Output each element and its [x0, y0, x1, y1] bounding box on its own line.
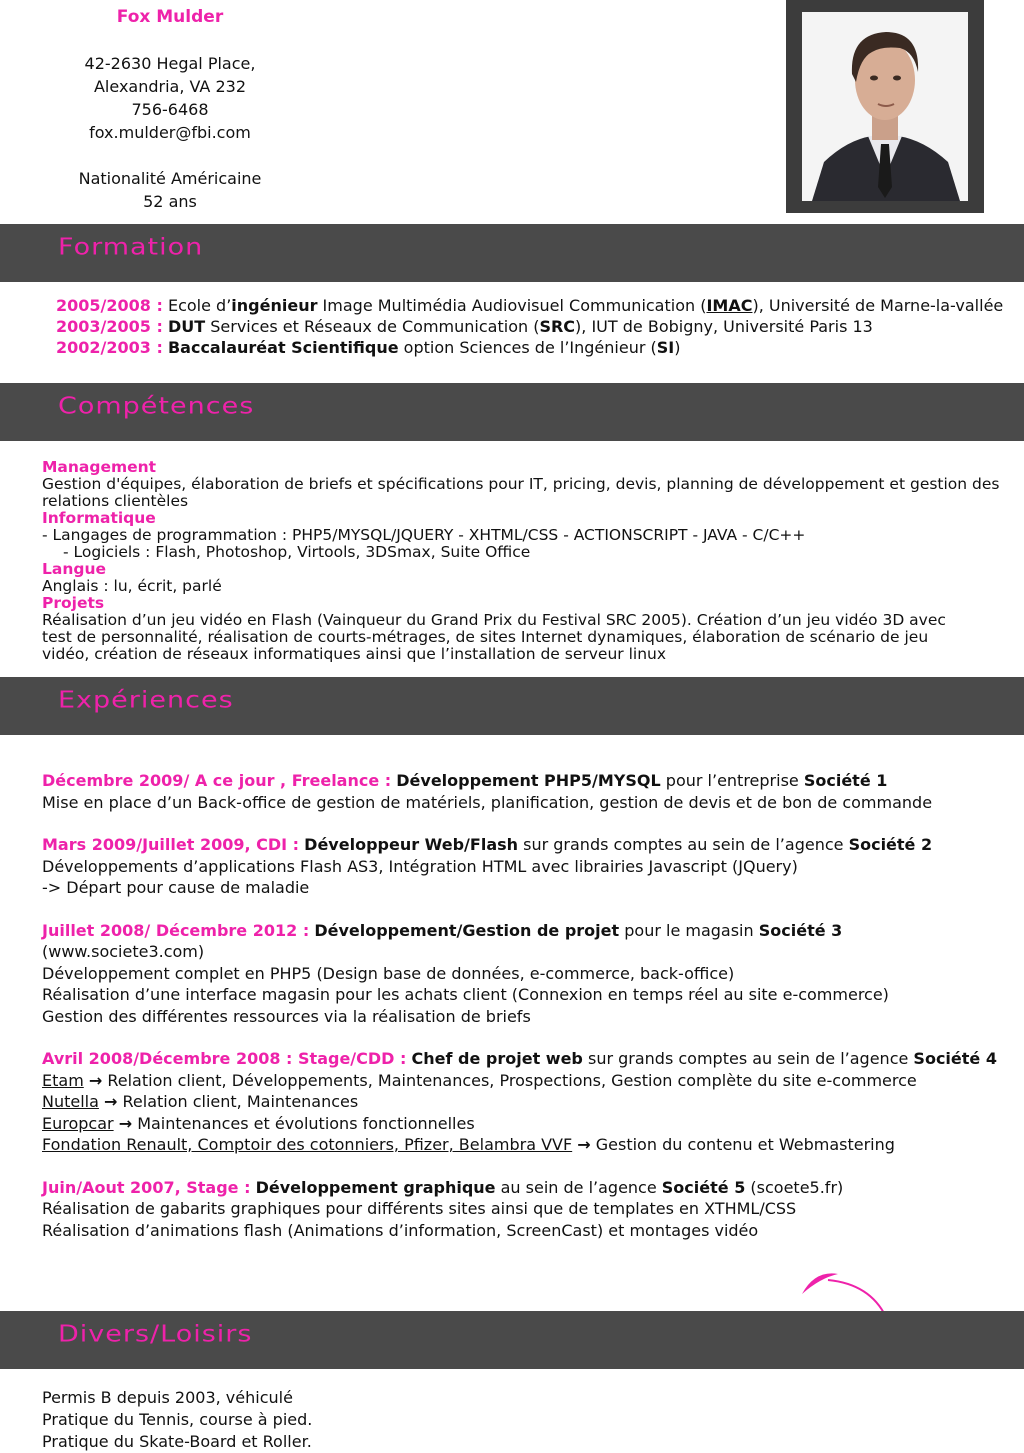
skill-title-informatique: Informatique — [42, 509, 156, 527]
job-dates: Mars 2009/Juillet 2009, CDI : — [42, 835, 300, 854]
job-role: Chef de projet web — [411, 1049, 583, 1068]
job-entry-3 — [42, 920, 1017, 1028]
client-name: Europcar — [42, 1113, 114, 1133]
formation-acronym: SRC — [539, 317, 576, 336]
portrait-photo — [786, 0, 984, 213]
address-line-1: 42-2630 Hegal Place, — [84, 54, 256, 73]
formation-text: Ecole d’ — [162, 296, 232, 315]
client-name: Nutella — [42, 1092, 99, 1111]
job-role: Développement/Gestion de projet — [314, 920, 620, 940]
formation-list — [56, 295, 1024, 358]
job-text: pour l’entreprise — [660, 771, 804, 790]
job-role: Développeur Web/Flash — [304, 835, 519, 854]
section-title-competences: Compétences — [58, 393, 255, 420]
job-detail: Réalisation d’animations flash (Animations d’information, ScreenCast) et montages vidéo — [42, 1220, 759, 1240]
formation-text: option Sciences de l’Ingénieur ( — [398, 338, 657, 357]
job-website: (www.societe3.com) — [42, 942, 205, 961]
formation-item — [56, 337, 1024, 358]
job-text: (scoete5.fr) — [745, 1177, 844, 1197]
experiences-list — [42, 770, 1017, 1262]
section-title-divers: Divers/Loisirs — [58, 1321, 253, 1348]
job-text: pour le magasin — [619, 920, 759, 940]
contact-header — [0, 0, 340, 213]
skill-title-langue: Langue — [42, 560, 107, 578]
email: fox.mulder@fbi.com — [89, 123, 251, 142]
client-line — [42, 1070, 1017, 1092]
job-role: Développement PHP5/MYSQL — [396, 771, 661, 790]
formation-acronym: SI — [656, 338, 675, 357]
job-detail: Mise en place d’un Back-office de gestion de matériels, planification, gestion de devis et de bon de commande — [42, 792, 933, 812]
job-dates: Avril 2008/Décembre 2008 : Stage/CDD : — [42, 1049, 407, 1068]
formation-dates: 2003/2005 : — [56, 317, 163, 336]
formation-acronym: IMAC — [706, 296, 753, 315]
job-dates: Juin/Aout 2007, Stage : — [42, 1177, 251, 1197]
skill-text-management: Gestion d'équipes, élaboration de briefs et spécifications pour IT, pricing, devis, planning de développement et gestion des relations clientèles — [42, 475, 1000, 510]
arrow-right-icon: → — [577, 1135, 591, 1154]
formation-dates: 2002/2003 : — [56, 338, 163, 357]
hobby-item: Pratique du Tennis, course à pied. — [42, 1410, 313, 1429]
client-text: Relation client, Développements, Maintenances, Prospections, Gestion complète du site e-commerce — [102, 1070, 917, 1090]
job-text: sur grands comptes au sein de l’agence — [582, 1049, 914, 1068]
formation-degree: ingénieur — [231, 296, 318, 315]
job-entry-5 — [42, 1177, 1017, 1242]
formation-item — [56, 316, 1024, 337]
formation-dates: 2005/2008 : — [56, 296, 163, 315]
job-dates: Juillet 2008/ Décembre 2012 : — [42, 920, 310, 940]
address-line-2: Alexandria, VA 232 — [93, 77, 246, 96]
skill-title-management: Management — [42, 458, 157, 476]
job-dates: Décembre 2009/ A ce jour , Freelance : — [42, 771, 392, 790]
job-text: sur grands comptes au sein de l’agence — [518, 835, 849, 854]
job-company: Société 5 — [661, 1177, 746, 1197]
job-company: Société 1 — [803, 771, 888, 790]
job-entry-1 — [42, 770, 1017, 813]
competences-list — [42, 459, 1017, 663]
formation-text: ), Université de Marne-la-vallée — [752, 296, 1004, 315]
nationality: Nationalité Américaine — [78, 169, 262, 188]
formation-text: ), IUT de Bobigny, Université Paris 13 — [575, 317, 873, 336]
formation-text: Image Multimédia Audiovisuel Communication ( — [317, 296, 707, 315]
arrow-right-icon: → — [104, 1092, 118, 1111]
formation-text: ) — [674, 338, 681, 357]
hobby-item: Pratique du Skate-Board et Roller. — [42, 1432, 312, 1451]
client-name: Etam — [42, 1070, 84, 1090]
skill-text-languages: - Langages de programmation : PHP5/MYSQL/JQUERY - XHTML/CSS - ACTIONSCRIPT - JAVA - C/C++ — [42, 526, 806, 544]
section-band-formation — [0, 224, 1024, 282]
client-text: Maintenances et évolutions fonctionnelles — [132, 1113, 475, 1133]
phone: 756-6468 — [131, 100, 209, 119]
job-company: Société 2 — [848, 835, 933, 854]
section-band-competences — [0, 383, 1024, 441]
job-text: au sein de l’agence — [495, 1177, 662, 1197]
formation-degree: DUT — [167, 317, 206, 336]
formation-text: Services et Réseaux de Communication ( — [205, 317, 540, 336]
arrow-right-icon: → — [88, 1070, 103, 1090]
job-detail: Développements d’applications Flash AS3, Intégration HTML avec librairies Javascript (JQuery) — [42, 856, 798, 876]
client-line — [42, 1113, 1017, 1135]
job-role: Développement graphique — [255, 1177, 496, 1197]
job-company: Société 3 — [758, 920, 843, 940]
portrait-illustration — [802, 12, 968, 201]
hobby-item: Permis B depuis 2003, véhiculé — [42, 1388, 293, 1407]
skill-title-projets: Projets — [42, 594, 105, 612]
formation-item — [56, 295, 1024, 316]
skill-text-langue: Anglais : lu, écrit, parlé — [42, 577, 222, 595]
job-detail: -> Départ pour cause de maladie — [42, 878, 310, 897]
person-name: Fox Mulder — [116, 7, 224, 27]
divers-list — [42, 1387, 1017, 1453]
job-detail: Développement complet en PHP5 (Design base de données, e-commerce, back-office) — [42, 963, 735, 983]
skill-text-software: - Logiciels : Flash, Photoshop, Virtools, 3DSmax, Suite Office — [63, 543, 531, 561]
job-company: Société 4 — [913, 1049, 997, 1068]
age: 52 ans — [143, 192, 197, 211]
arrow-right-icon: → — [118, 1113, 133, 1133]
client-text: Relation client, Maintenances — [117, 1092, 359, 1111]
job-detail: Réalisation d’une interface magasin pour les achats client (Connexion en temps réel au site e-commerce) — [42, 985, 889, 1004]
client-text: Gestion du contenu et Webmastering — [590, 1135, 895, 1154]
client-line — [42, 1091, 1017, 1113]
section-band-divers — [0, 1311, 1024, 1369]
client-line — [42, 1134, 1017, 1156]
section-title-experiences: Expériences — [58, 687, 234, 714]
formation-degree: Baccalauréat Scientifique — [167, 338, 399, 357]
job-entry-4 — [42, 1048, 1017, 1156]
job-detail: Gestion des différentes ressources via la réalisation de briefs — [42, 1006, 531, 1026]
section-title-formation: Formation — [58, 234, 204, 261]
client-name: Fondation Renault, Comptoir des cotonniers, Pfizer, Belambra VVF — [42, 1135, 573, 1154]
job-entry-2 — [42, 834, 1017, 899]
skill-text-projets: Réalisation d’un jeu vidéo en Flash (Vainqueur du Grand Prix du Festival SRC 2005). Création d’un jeu vidéo 3D avec test de personnalité, réalisation de courts-métrages, de sites Internet dynamiques, élaboration de scénario de jeu vidéo, création de réseaux informatiques ainsi que l’installation de serveur linux — [42, 611, 946, 663]
job-detail: Réalisation de gabarits graphiques pour différents sites ainsi que de templates en XTHML/CSS — [42, 1199, 797, 1218]
section-band-experiences — [0, 677, 1024, 735]
